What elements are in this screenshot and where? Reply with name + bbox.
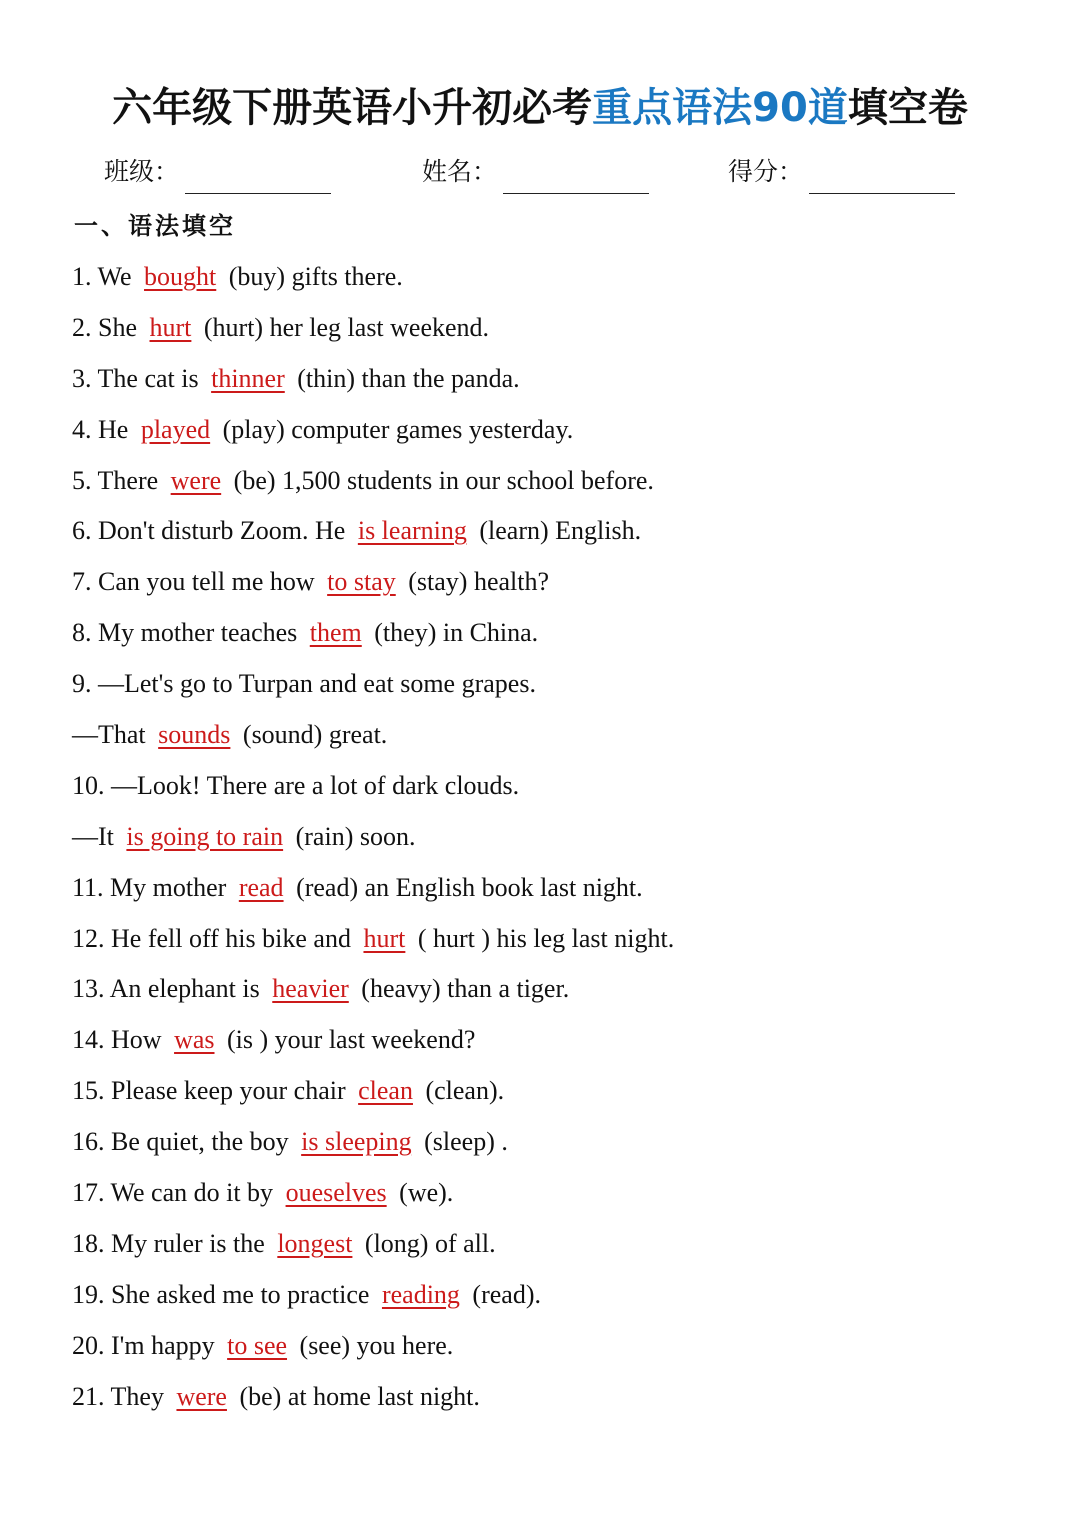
question-text-after: (rain) soon.: [289, 821, 416, 851]
question-text-after: (read).: [465, 1279, 541, 1309]
question-12: [72, 914, 1032, 965]
question-text-before: 4. He: [72, 414, 135, 444]
question-text-after: ( hurt ) his leg last night.: [411, 923, 675, 953]
question-text-after: (learn) English.: [472, 516, 642, 546]
question-text-after: (sound) great.: [236, 720, 388, 750]
question-4: [72, 405, 1032, 456]
question-text-after: (buy) gifts there.: [222, 262, 403, 291]
question-text-before: 19. She asked me to practice: [72, 1279, 376, 1309]
question-text-before: 10. —Look! There are a lot of dark clouds.: [72, 770, 520, 800]
question-6: [72, 506, 1032, 557]
question-8: [72, 608, 1032, 659]
answer-blank: is sleeping: [301, 1127, 412, 1157]
question-text-before: —That: [72, 720, 153, 750]
question-text-before: 7. Can you tell me how: [72, 567, 322, 597]
question-text-before: 11. My mother: [72, 872, 233, 902]
question-text-before: 3. The cat is: [72, 363, 206, 393]
question-text-before: —It: [72, 821, 121, 851]
answer-blank: clean: [358, 1076, 413, 1106]
question-text-after: (read) an English book last night.: [289, 872, 643, 902]
answer-blank: sounds: [158, 720, 231, 750]
answer-blank: longest: [277, 1228, 353, 1258]
question-10-reply: [72, 812, 1032, 863]
question-text-before: 12. He fell off his bike and: [72, 923, 358, 953]
question-list: [72, 252, 1032, 1422]
question-5: [72, 456, 1032, 507]
name-field: [422, 150, 649, 194]
answer-blank: to stay: [327, 567, 396, 597]
question-text-before: 13. An elephant is: [72, 974, 267, 1004]
score-field: [728, 150, 955, 194]
answer-blank: oueselves: [285, 1178, 387, 1208]
question-text-after: (stay) health?: [401, 567, 550, 597]
answer-blank: heavier: [272, 974, 349, 1004]
question-11: [72, 863, 1032, 914]
question-text-after: (is ) your last weekend?: [220, 1025, 476, 1055]
student-info-row: [0, 150, 1080, 194]
score-blank[interactable]: [809, 163, 955, 194]
question-text-after: (be) 1,500 students in our school before.: [227, 465, 654, 495]
question-text-after: (sleep) .: [417, 1127, 508, 1157]
question-15: [72, 1066, 1032, 1117]
question-text-before: 17. We can do it by: [72, 1178, 280, 1208]
question-text-before: 20. I'm happy: [72, 1330, 222, 1360]
page-title: [0, 82, 1080, 134]
answer-blank: is going to rain: [126, 821, 284, 851]
question-text-before: 8. My mother teaches: [72, 618, 304, 648]
question-text-before: 5. There: [72, 465, 165, 495]
question-3: [72, 354, 1032, 405]
question-16: [72, 1117, 1032, 1168]
answer-blank: was: [174, 1025, 215, 1055]
question-text-after: (they) in China.: [367, 618, 539, 648]
question-text-after: (heavy) than a tiger.: [354, 974, 570, 1004]
question-9-reply: [72, 710, 1032, 761]
answer-blank: to see: [227, 1330, 288, 1360]
question-text-before: 21. They: [72, 1381, 171, 1411]
score-label: 得分：: [728, 157, 804, 186]
question-19: [72, 1270, 1032, 1321]
answer-blank: read: [238, 872, 284, 902]
question-10-prompt: [72, 761, 1032, 812]
question-text-after: (we).: [392, 1178, 454, 1208]
answer-blank: hurt: [363, 923, 406, 953]
answer-blank: played: [140, 414, 211, 444]
title-part-2: 填空卷: [847, 85, 968, 131]
title-part-1: 六年级下册英语小升初必考: [112, 85, 593, 131]
question-text-before: 16. Be quiet, the boy: [72, 1127, 296, 1157]
section-title: 一、语法填空: [74, 211, 236, 240]
name-label: 姓名：: [422, 157, 498, 186]
class-blank[interactable]: [185, 163, 331, 194]
name-blank[interactable]: [503, 163, 649, 194]
question-text-after: (long) of all.: [358, 1228, 496, 1258]
question-14: [72, 1015, 1032, 1066]
question-text-before: 2. She: [72, 312, 144, 342]
answer-blank: reading: [381, 1279, 460, 1309]
question-20: [72, 1321, 1032, 1372]
question-text-before: 15. Please keep your chair: [72, 1076, 353, 1106]
question-2: [72, 303, 1032, 354]
question-13: [72, 964, 1032, 1015]
question-21: [72, 1372, 1032, 1423]
answer-blank: bought: [144, 262, 217, 291]
question-9-prompt: [72, 659, 1032, 710]
question-text-before: 1. We: [72, 262, 139, 291]
question-text-after: (be) at home last night.: [232, 1381, 480, 1411]
question-text-after: (hurt) her leg last weekend.: [197, 312, 490, 342]
question-text-after: (play) computer games yesterday.: [216, 414, 574, 444]
answer-blank: is learning: [357, 516, 467, 546]
answer-blank: them: [309, 618, 362, 648]
title-highlight: 重点语法90道: [592, 85, 848, 131]
question-text-before: 6. Don't disturb Zoom. He: [72, 516, 352, 546]
question-18: [72, 1219, 1032, 1270]
question-text-after: (clean).: [418, 1076, 505, 1106]
answer-blank: were: [176, 1381, 227, 1411]
answer-blank: were: [170, 465, 222, 495]
question-7: [72, 557, 1032, 608]
question-text-before: 9. —Let's go to Turpan and eat some grapes.: [72, 669, 536, 699]
answer-blank: hurt: [149, 312, 192, 342]
question-text-after: (thin) than the panda.: [290, 363, 520, 393]
question-text-before: 14. How: [72, 1025, 169, 1055]
question-1: [72, 252, 1032, 303]
class-field: [104, 150, 331, 194]
question-text-before: 18. My ruler is the: [72, 1228, 272, 1258]
question-17: [72, 1168, 1032, 1219]
answer-blank: thinner: [211, 363, 285, 393]
question-text-after: (see) you here.: [293, 1330, 454, 1360]
class-label: 班级：: [104, 157, 180, 186]
